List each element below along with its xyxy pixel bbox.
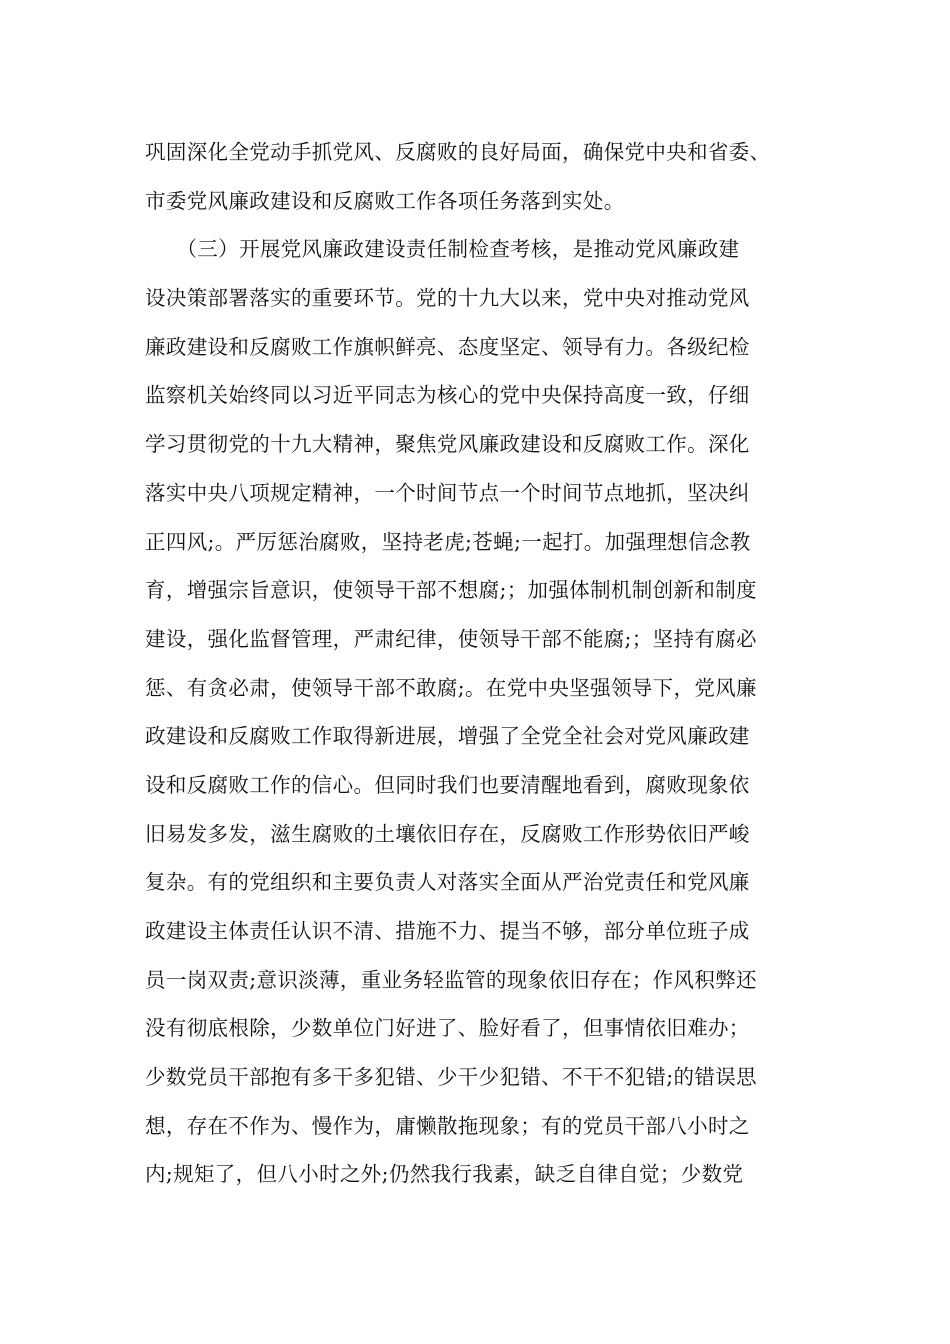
text-line-1: 巩固深化全党动手抓党风、反腐败的良好局面，确保党中央和省委、: [145, 140, 771, 164]
text-line-22: 内;规矩了，但八小时之外;仍然我行我素，缺乏自律自觉；少数党: [145, 1162, 744, 1187]
body-text: [145, 128, 825, 1199]
text-line-17: 政建设主体责任认识不清、措施不力、提当不够，部分单位班子成: [145, 919, 750, 943]
text-line-13: 政建设和反腐败工作取得新进展，增强了全党全社会对党风廉政建: [145, 724, 750, 749]
text-line-2: 市委党风廉政建设和反腐败工作各项任务落到实处。: [145, 188, 625, 213]
text-line-15: 旧易发多发，滋生腐败的土壤依旧存在，反腐败工作形势依旧严峻: [145, 821, 750, 846]
text-line-19: 没有彻底根除，少数单位门好进了、脸好看了，但事情依旧难办；: [145, 1016, 750, 1041]
text-line-14: 设和反腐败工作的信心。但同时我们也要清醒地看到，腐败现象依: [145, 772, 750, 797]
text-line-7: 学习贯彻党的十九大精神，聚焦党风廉政建设和反腐败工作。深化: [145, 432, 750, 457]
text-line-21: 想，存在不作为、慢作为，庸懒散拖现象；有的党员干部八小时之: [145, 1113, 750, 1138]
text-line-16: 复杂。有的党组织和主要负责人对落实全面从严治党责任和党风廉: [145, 870, 750, 895]
text-line-5: 廉政建设和反腐败工作旗帜鲜亮、态度坚定、领导有力。各级纪检: [145, 334, 750, 359]
text-line-10: 育，增强宗旨意识，使领导干部不想腐;；加强体制机制创新和制度: [145, 578, 757, 603]
text-line-12: 惩、有贪必肃，使领导干部不敢腐;。在党中央坚强领导下，党风廉: [145, 675, 757, 700]
text-line-20: 少数党员干部抱有多干多犯错、少干少犯错、不干不犯错;的错误思: [145, 1065, 757, 1090]
text-line-18: 员一岗双责;意识淡薄，重业务轻监管的现象依旧存在；作风积弊还: [145, 967, 757, 992]
text-line-4: 设决策部署落实的重要环节。党的十九大以来，党中央对推动党风: [145, 286, 750, 311]
text-line-9: 正四风;。严厉惩治腐败，坚持老虎;苍蝇;一起打。加强理想信念教: [145, 529, 751, 554]
text-line-3: （三）开展党风廉政建设责任制检查考核，是推动党风廉政建: [145, 237, 740, 262]
text-line-11: 建设，强化监督管理，严肃纪律，使领导干部不能腐;；坚持有腐必: [145, 626, 757, 651]
text-line-8: 落实中央八项规定精神，一个时间节点一个时间节点地抓，坚决纠: [145, 480, 750, 505]
text-line-6: 监察机关始终同以习近平同志为核心的党中央保持高度一致，仔细: [145, 383, 750, 408]
